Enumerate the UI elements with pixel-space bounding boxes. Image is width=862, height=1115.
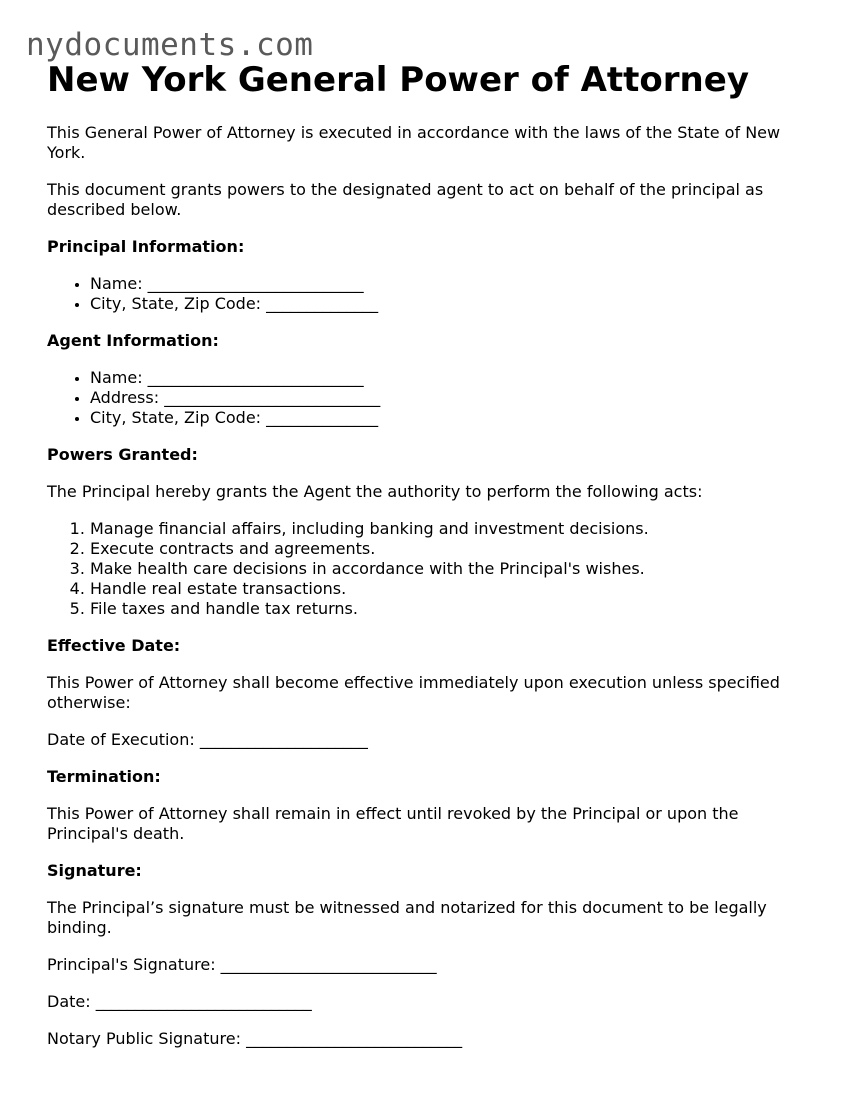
power-item: 4. Handle real estate transactions. bbox=[90, 579, 817, 599]
power-item: 5. File taxes and handle tax returns. bbox=[90, 599, 817, 619]
agent-heading: Agent Information: bbox=[47, 331, 219, 350]
powers-list bbox=[47, 519, 817, 619]
termination-heading: Termination: bbox=[47, 767, 161, 786]
agent-address-field[interactable]: • Address: ___________________________ bbox=[90, 388, 817, 408]
intro-paragraph-2: This document grants powers to the designated agent to act on behalf of the principal as described below. bbox=[47, 180, 764, 219]
document-title: New York General Power of Attorney bbox=[47, 60, 749, 100]
power-item: 1. Manage financial affairs, including banking and investment decisions. bbox=[90, 519, 817, 539]
date-of-execution-field[interactable]: Date of Execution: _____________________ bbox=[47, 730, 368, 749]
powers-intro: The Principal hereby grants the Agent the authority to perform the following acts: bbox=[47, 482, 703, 501]
principal-fields-list bbox=[47, 274, 817, 314]
agent-city-field[interactable]: • City, State, Zip Code: ______________ bbox=[90, 408, 817, 428]
intro-paragraph-1: This General Power of Attorney is executed in accordance with the laws of the State of New York. bbox=[47, 123, 781, 162]
notary-signature-field[interactable]: Notary Public Signature: ___________________________ bbox=[47, 1029, 463, 1048]
signature-date-field[interactable]: Date: ___________________________ bbox=[47, 992, 312, 1011]
signature-text: The Principal’s signature must be witnessed and notarized for this document to be legally binding. bbox=[47, 898, 767, 937]
principal-heading: Principal Information: bbox=[47, 237, 245, 256]
termination-text: This Power of Attorney shall remain in effect until revoked by the Principal or upon the Principal's death. bbox=[47, 804, 739, 843]
powers-heading: Powers Granted: bbox=[47, 445, 198, 464]
principal-name-field[interactable]: • Name: ___________________________ bbox=[90, 274, 817, 294]
document-page bbox=[47, 58, 817, 1066]
principal-city-field[interactable]: • City, State, Zip Code: ______________ bbox=[90, 294, 817, 314]
effective-date-text: This Power of Attorney shall become effective immediately upon execution unless specified otherwise: bbox=[47, 673, 780, 712]
site-watermark: nydocuments.com bbox=[26, 27, 314, 63]
principal-signature-field[interactable]: Principal's Signature: ___________________________ bbox=[47, 955, 437, 974]
effective-date-heading: Effective Date: bbox=[47, 636, 181, 655]
power-item: 2. Execute contracts and agreements. bbox=[90, 539, 817, 559]
signature-heading: Signature: bbox=[47, 861, 142, 880]
power-item: 3. Make health care decisions in accordance with the Principal's wishes. bbox=[90, 559, 817, 579]
agent-name-field[interactable]: • Name: ___________________________ bbox=[90, 368, 817, 388]
agent-fields-list bbox=[47, 368, 817, 428]
